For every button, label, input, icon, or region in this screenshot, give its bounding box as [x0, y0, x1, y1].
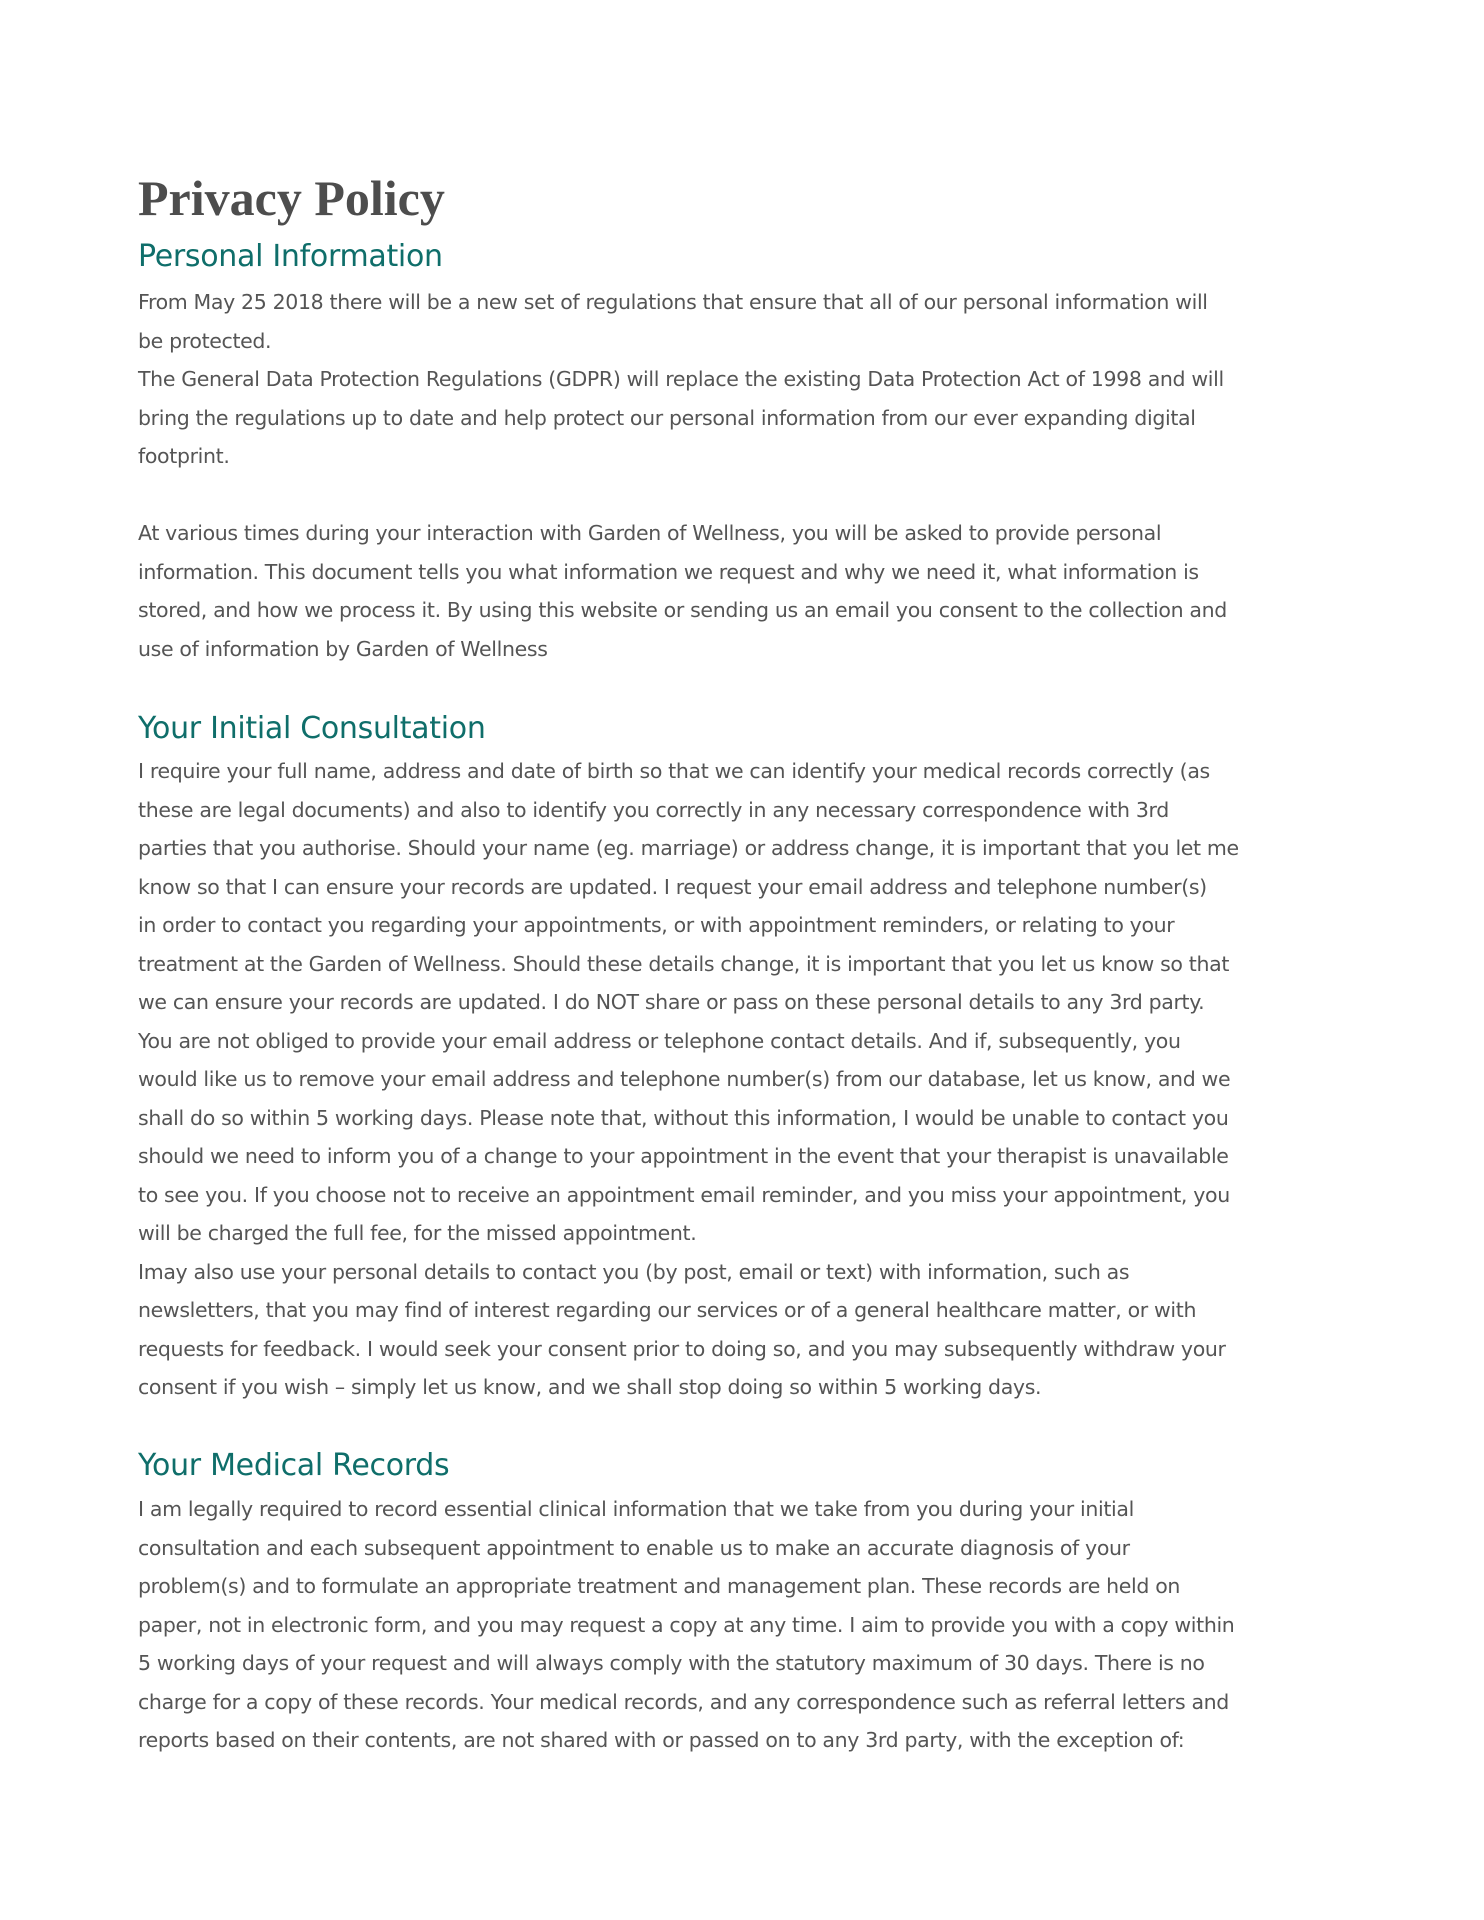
- text-line: charge for a copy of these records. Your medical records, and any correspondence such as referral letters and: [138, 1689, 1229, 1714]
- paragraph-spacer: [138, 476, 1227, 515]
- text-line: problem(s) and to formulate an appropriate treatment and management plan. These records are held on: [138, 1574, 1181, 1598]
- text-line: use of information by Garden of Wellness: [138, 636, 548, 661]
- text-line: Imay also use your personal details to contact you (by post, email or text) with information, such as: [138, 1259, 1130, 1284]
- text-line: requests for feedback. I would seek your consent prior to doing so, and you may subsequently withdraw your: [138, 1336, 1226, 1361]
- text-line: in order to contact you regarding your appointments, or with appointment reminders, or relating to your: [138, 913, 1175, 937]
- text-line: reports based on their contents, are not shared with or passed on to any 3rd party, with the exception of:: [138, 1728, 1185, 1752]
- text-line: would like us to remove your email address and telephone number(s) from our database, let us know, and we: [138, 1067, 1231, 1091]
- text-line: consent if you wish – simply let us know, and we shall stop doing so within 5 working days.: [138, 1375, 1042, 1399]
- text-line: 5 working days of your request and will always comply with the statutory maximum of 30 days. There is no: [138, 1651, 1205, 1675]
- text-line: will be charged the full fee, for the missed appointment.: [138, 1221, 697, 1245]
- text-line: treatment at the Garden of Wellness. Should these details change, it is important that you let us know so that: [138, 951, 1230, 976]
- text-line: From May 25 2018 there will be a new set of regulations that ensure that all of our personal information will: [138, 290, 1208, 314]
- text-line: You are not obliged to provide your email address or telephone contact details. And if, subsequently, you: [138, 1028, 1181, 1053]
- text-line: to see you. If you choose not to receive an appointment email reminder, and you miss your appointment, you: [138, 1182, 1230, 1207]
- text-line: paper, not in electronic form, and you may request a copy at any time. I aim to provide you with a copy within: [138, 1612, 1235, 1637]
- text-line: shall do so within 5 working days. Please note that, without this information, I would be unable to contact you: [138, 1105, 1229, 1130]
- text-line: bring the regulations up to date and help protect our personal information from our ever expanding digital: [138, 405, 1196, 430]
- text-line: newsletters, that you may find of interest regarding our services or of a general healthcare matter, or with: [138, 1298, 1197, 1322]
- text-line: these are legal documents) and also to identify you correctly in any necessary correspondence with 3rd: [138, 797, 1169, 822]
- text-line: stored, and how we process it. By using this website or sending us an email you consent to the collection and: [138, 598, 1227, 622]
- section-heading-medical-records: Your Medical Records: [138, 1448, 450, 1483]
- section-heading-initial-consultation: Your Initial Consultation: [138, 711, 486, 746]
- initial-consultation-body: [138, 752, 1239, 1407]
- text-line: consultation and each subsequent appointment to enable us to make an accurate diagnosis of your: [138, 1535, 1130, 1560]
- text-line: At various times during your interaction with Garden of Wellness, you will be asked to provide personal: [138, 521, 1162, 545]
- text-line: footprint.: [138, 444, 230, 468]
- page-title: Privacy Policy: [138, 170, 445, 226]
- section-heading-personal-information: Personal Information: [138, 239, 443, 274]
- text-line: I require your full name, address and date of birth so that we can identify your medical records correctly (as: [138, 759, 1210, 783]
- text-line: should we need to inform you of a change to your appointment in the event that your therapist is unavailable: [138, 1144, 1229, 1168]
- text-line: we can ensure your records are updated. I do NOT share or pass on these personal details to any 3rd party.: [138, 990, 1205, 1014]
- text-line: be protected.: [138, 328, 272, 353]
- text-line: I am legally required to record essential clinical information that we take from you during your initial: [138, 1497, 1134, 1521]
- text-line: The General Data Protection Regulations (GDPR) will replace the existing Data Protection Act of 1998 and will: [138, 367, 1224, 391]
- text-line: know so that I can ensure your records are updated. I request your email address and telephone number(s): [138, 874, 1207, 899]
- medical-records-body: [138, 1490, 1234, 1760]
- text-line: information. This document tells you what information we request and why we need it, what information is: [138, 559, 1199, 584]
- text-line: parties that you authorise. Should your name (eg. marriage) or address change, it is important that you let me: [138, 836, 1239, 860]
- personal-information-body: [138, 283, 1227, 668]
